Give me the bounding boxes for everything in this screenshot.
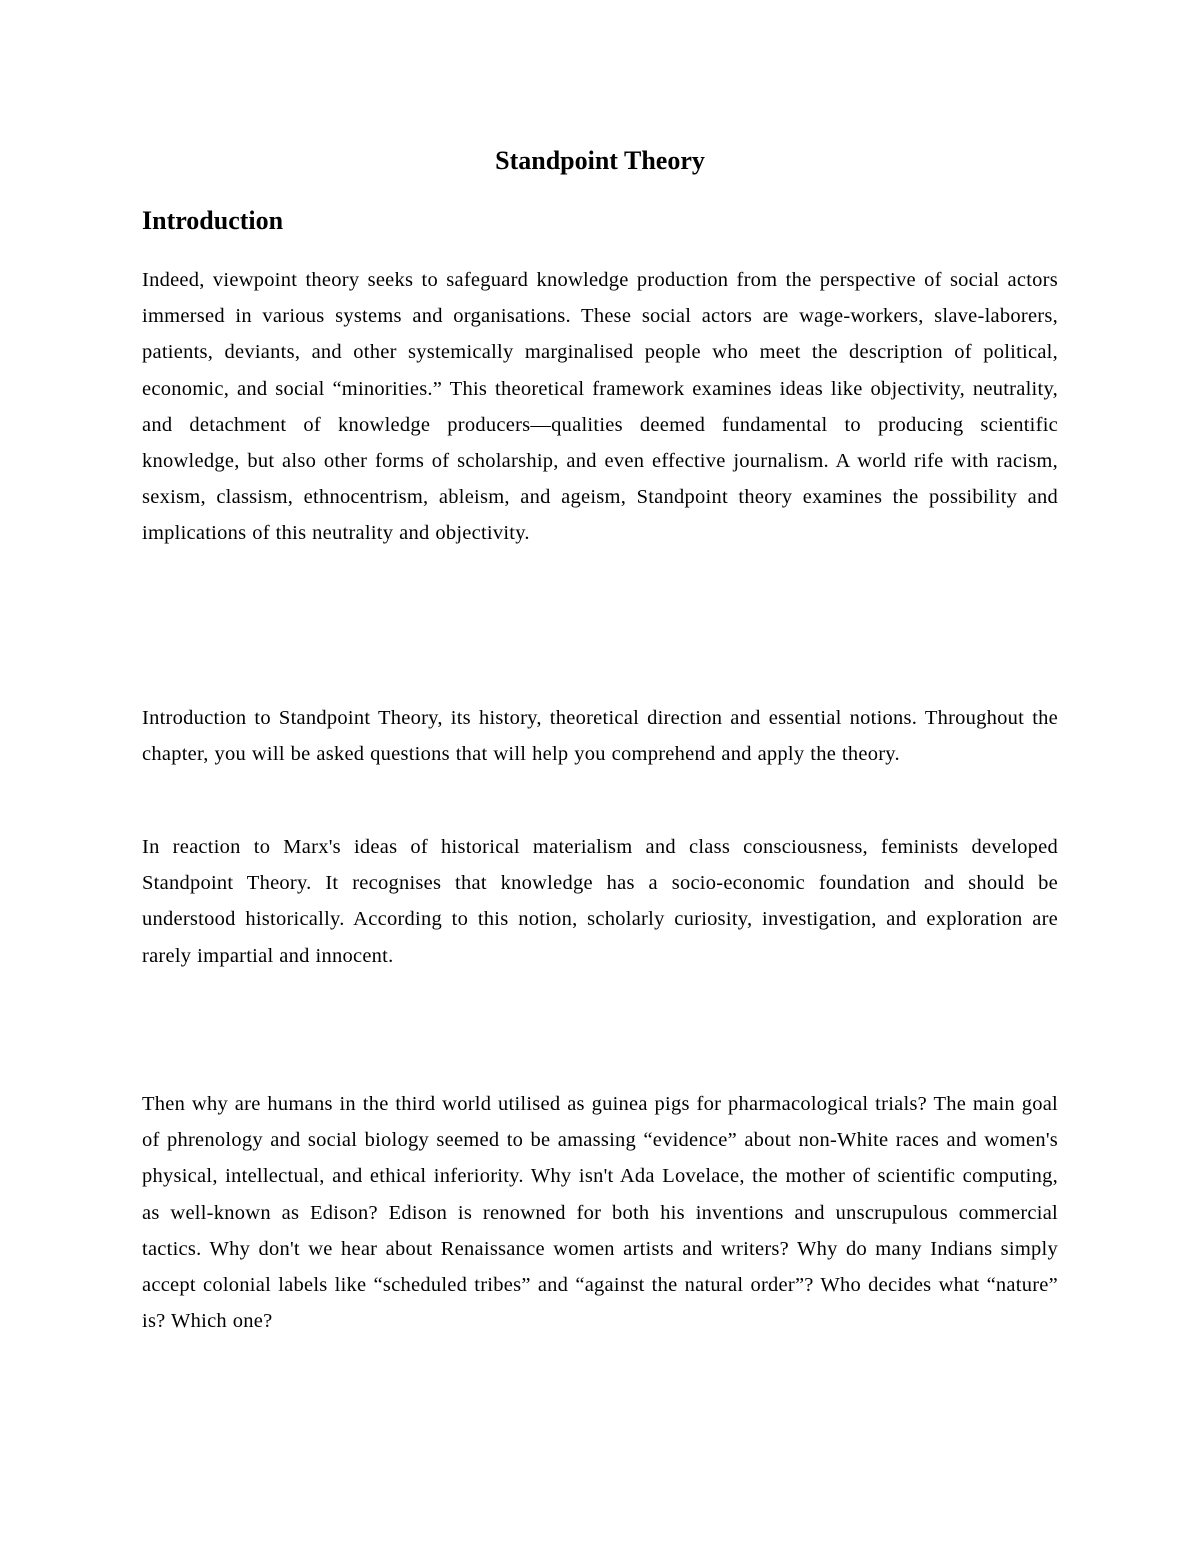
section-heading-introduction: Introduction <box>142 206 284 235</box>
paragraph: Indeed, viewpoint theory seeks to safeguard knowledge production from the perspective of social actors immersed in various systems and organisations. These social actors are wage-workers, slave-laborers, patients, deviants, and other systemically marginalised people who meet the description of political, economic, and social “minorities.” This theoretical framework examines ideas like objectivity, neutrality, and detachment of knowledge producers—qualities deemed fundamental to producing scientific knowledge, but also other forms of scholarship, and even effective journalism. A world rife with racism, sexism, classism, ethnocentrism, ableism, and ageism, Standpoint theory examines the possibility and implications of this neutrality and objectivity. <box>142 269 1058 545</box>
document-title: Standpoint Theory <box>495 146 705 175</box>
paragraph: In reaction to Marx's ideas of historical materialism and class consciousness, feminists developed Standpoint Theory. It recognises that knowledge has a socio-economic foundation and should be understood historically. According to this notion, scholarly curiosity, investigation, and exploration are rarely impartial and innocent. <box>142 836 1058 967</box>
paragraph: Then why are humans in the third world utilised as guinea pigs for pharmacological trials? The main goal of phrenology and social biology seemed to be amassing “evidence” about non-White races and women's physical, intellectual, and ethical inferiority. Why isn't Ada Lovelace, the mother of scientific computing, as well-known as Edison? Edison is renowned for both his inventions and unscrupulous commercial tactics. Why don't we hear about Renaissance women artists and writers? Why do many Indians simply accept colonial labels like “scheduled tribes” and “against the natural order”? Who decides what “nature” is? Which one? <box>142 1093 1058 1333</box>
paragraph: Introduction to Standpoint Theory, its history, theoretical direction and essential notions. Throughout the chapter, you will be asked questions that will help you comprehend and apply the theory. <box>142 707 1058 766</box>
